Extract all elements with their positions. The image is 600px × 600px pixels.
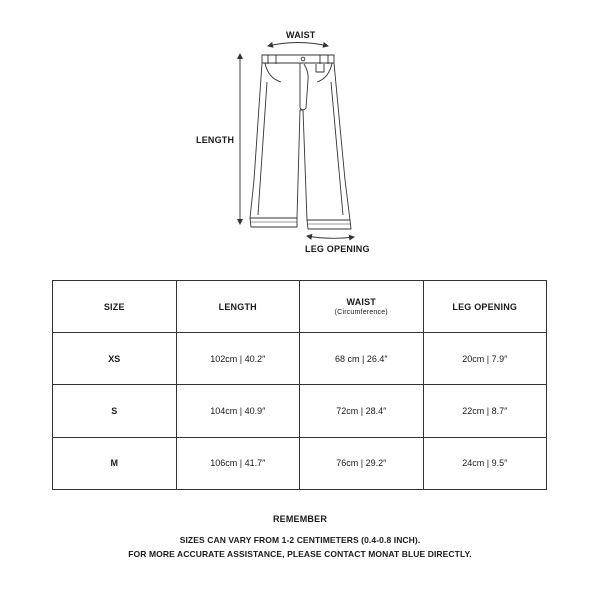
size-chart-table xyxy=(52,280,547,490)
table-row xyxy=(53,333,547,385)
remember-heading: REMEMBER xyxy=(272,514,328,524)
leg-opening-cell: 22cm | 8.7″ xyxy=(423,385,547,437)
size-cell: M xyxy=(53,437,177,489)
header-leg-opening: LEG OPENING xyxy=(423,281,547,333)
length-cell: 104cm | 40.9″ xyxy=(176,385,300,437)
table-row xyxy=(53,385,547,437)
waist-cell: 68 cm | 26.4″ xyxy=(300,333,424,385)
length-label: LENGTH xyxy=(196,135,235,145)
size-variation-note: SIZES CAN VARY FROM 1-2 CENTIMETERS (0.4-0.8 INCH). xyxy=(179,535,421,545)
table-row xyxy=(53,437,547,489)
header-waist-sub: (Circumference) xyxy=(334,309,388,316)
length-cell: 106cm | 41.7″ xyxy=(176,437,300,489)
leg-opening-cell: 20cm | 7.9″ xyxy=(423,333,547,385)
size-cell: S xyxy=(53,385,177,437)
leg-opening-cell: 24cm | 9.5″ xyxy=(423,437,547,489)
header-waist-label: WAIST xyxy=(346,297,376,307)
waist-cell: 76cm | 29.2″ xyxy=(300,437,424,489)
waist-cell: 72cm | 28.4″ xyxy=(300,385,424,437)
contact-note: FOR MORE ACCURATE ASSISTANCE, PLEASE CONTACT MONAT BLUE DIRECTLY. xyxy=(128,549,472,559)
header-waist xyxy=(300,281,424,333)
table-header-row xyxy=(53,281,547,333)
header-length: LENGTH xyxy=(176,281,300,333)
header-size: SIZE xyxy=(53,281,177,333)
length-cell: 102cm | 40.2″ xyxy=(176,333,300,385)
waist-label: WAIST xyxy=(286,30,316,40)
pants-diagram xyxy=(0,0,600,270)
leg-opening-label: LEG OPENING xyxy=(305,244,370,254)
pants-outline-icon xyxy=(0,0,600,270)
size-cell: XS xyxy=(53,333,177,385)
